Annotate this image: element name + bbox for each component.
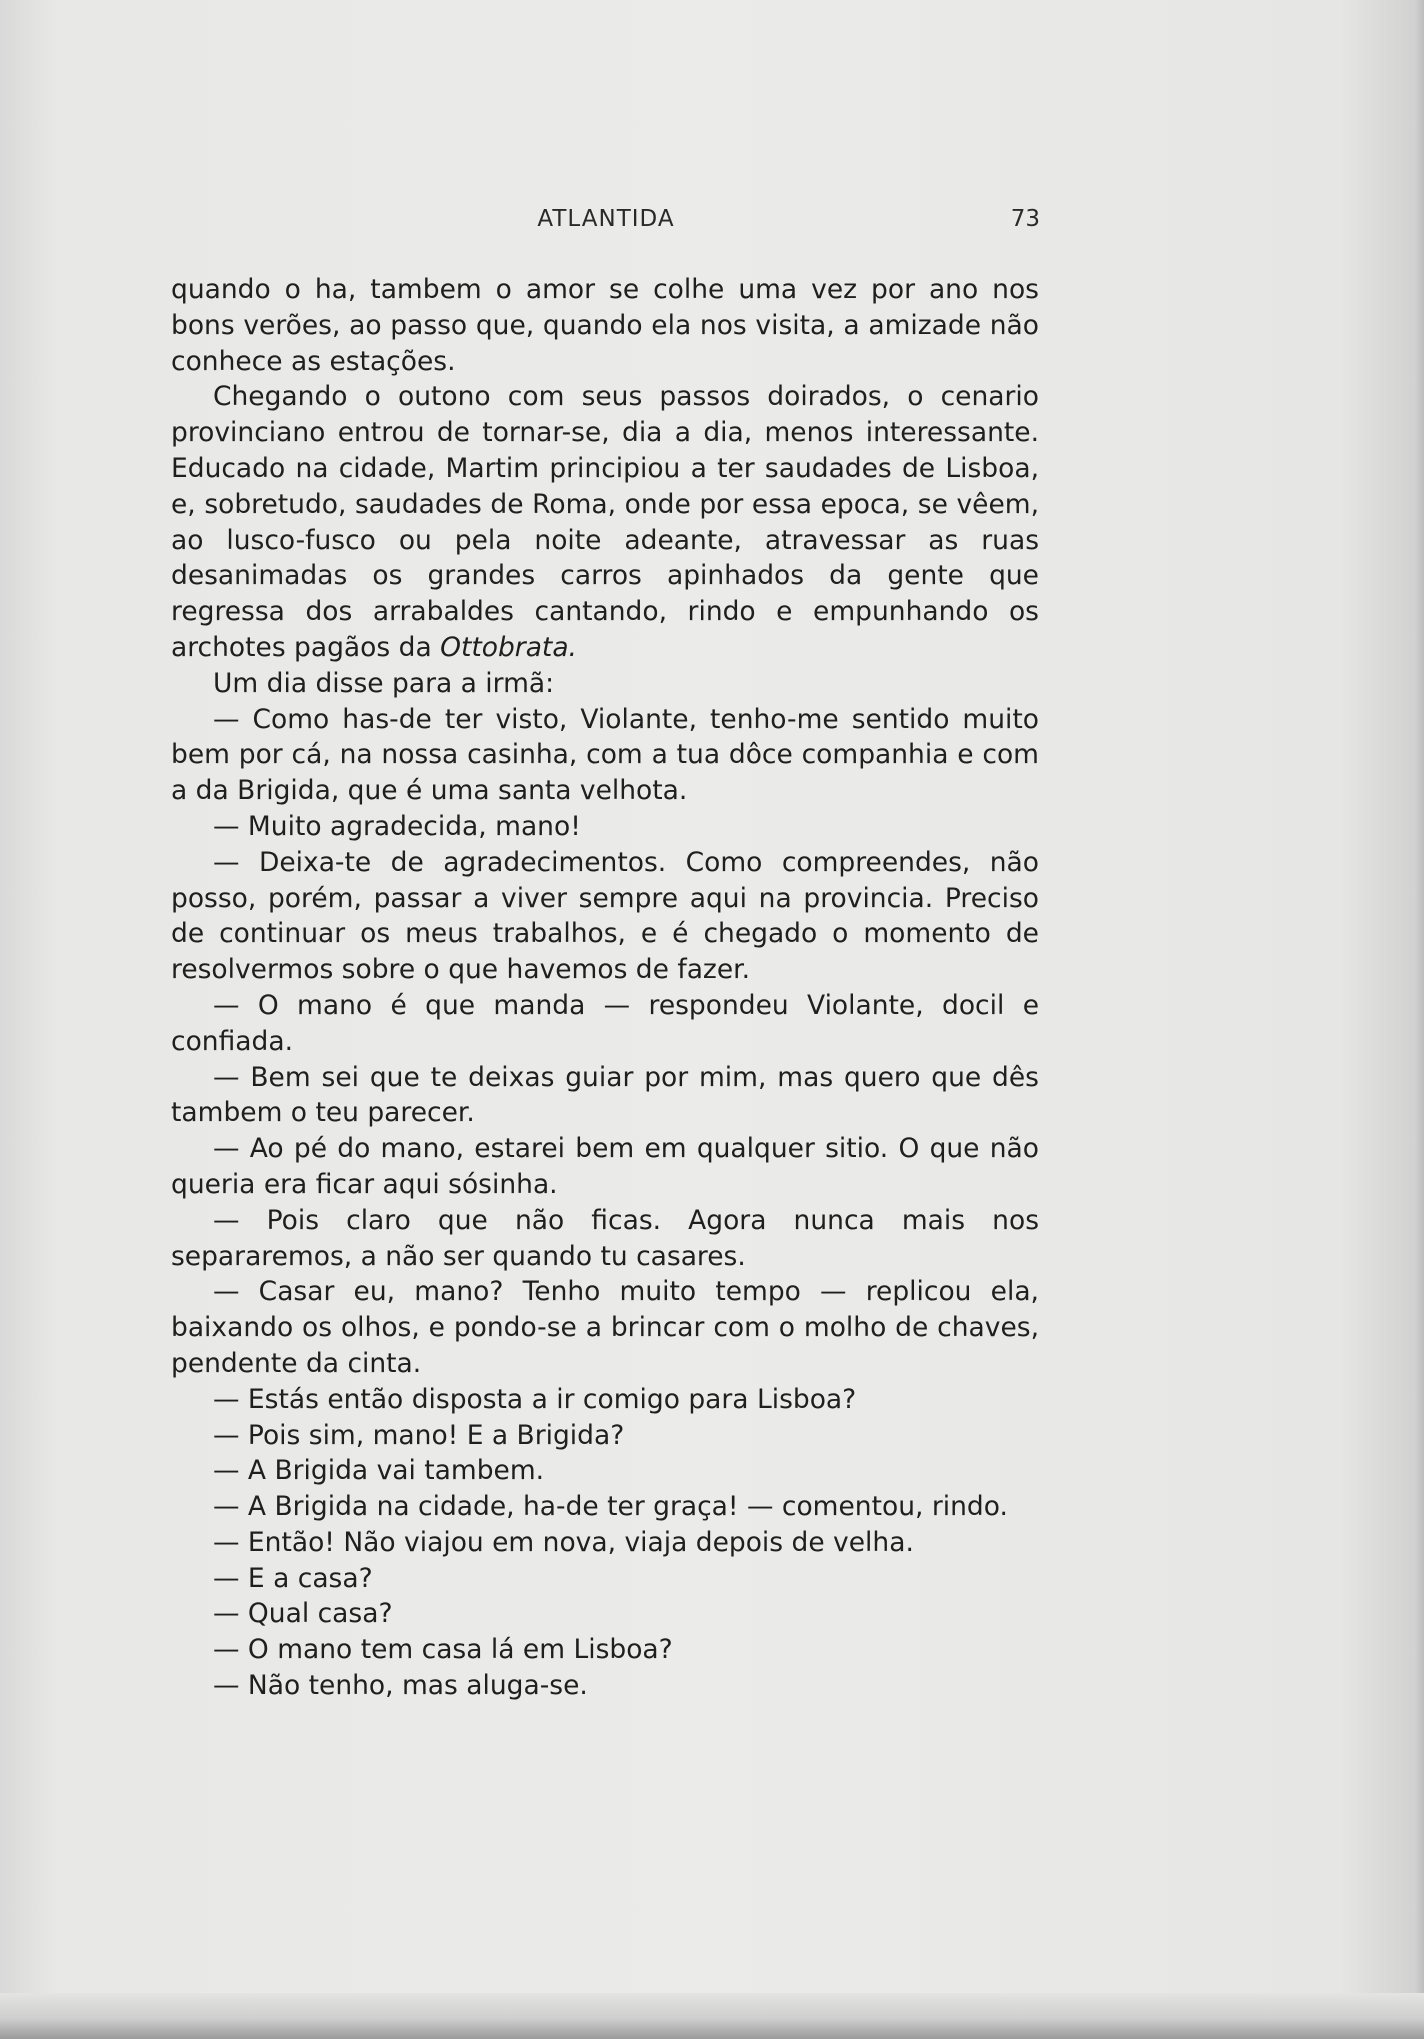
page-number: 73 [1010,206,1040,232]
dialogue-line: — Estás então disposta a ir comigo para Lisboa? [213,1383,857,1415]
dialogue-line: — Então! Não viajou em nova, viaja depois de velha. [213,1526,914,1558]
dialogue-line: — Bem sei que te deixas guiar por mim, mas quero que dês tambem o teu parecer. [171,1061,1039,1129]
dialogue-line: — A Brigida vai tambem. [213,1455,545,1487]
paragraph: Um dia disse para a irmã: [213,667,555,699]
dialogue-line: — A Brigida na cidade, ha-de ter graça! — comentou, rindo. [213,1491,1008,1523]
running-title: ATLANTIDA [537,206,675,232]
dialogue-line: — Muito agradecida, mano! [213,810,581,842]
page-edge-bottom [0,1993,1424,2039]
dialogue-line: — Deixa-te de agradecimentos. Como compreendes, não posso, porém, passar a viver sempre aqui na provincia. Preciso de continuar os meus trabalhos, e é chegado o momento de resolvermos sobre o que havemos de fazer. [171,846,1039,986]
paragraph-text: Chegando o outono com seus passos doirados, o cenario provinciano entrou de tornar-se, dia a dia, menos interessante. Educado na cidade, Martim principiou a ter saudades de Lisboa, e, sobretudo, saudades de Roma, onde por essa epoca, se vêem, ao lusco-fusco ou pela noite adeante, atravessar as ruas desanimadas os grandes carros apinhados da gente que regressa dos arrabaldes cantando, rindo e empunhando os archotes pagãos da [171,381,1039,663]
dialogue-line: — O mano tem casa lá em Lisboa? [213,1634,673,1666]
dialogue-line: — Pois claro que não ficas. Agora nunca mais nos separaremos, a não ser quando tu casares. [171,1204,1039,1272]
paragraph [171,379,1039,665]
dialogue-line: — Casar eu, mano? Tenho muito tempo — replicou ela, baixando os olhos, e pondo-se a brincar com o molho de chaves, pendente da cinta. [171,1276,1039,1379]
dialogue-line: — Ao pé do mano, estarei bem em qualquer sitio. O que não queria era ficar aqui sósinha. [171,1133,1039,1200]
body-text [171,272,1039,1704]
paragraph: quando o ha, tambem o amor se colhe uma vez por ano nos bons verões, ao passo que, quando ela nos visita, a amizade não conhece as estações. [171,274,1039,377]
dialogue-line: — Como has-de ter visto, Violante, tenho-me sentido muito bem por cá, na nossa casinha, com a tua dôce companhia e com a da Brigida, que é uma santa velhota. [171,703,1039,807]
italic-term: Ottobrata. [440,631,577,663]
dialogue-line: — E a casa? [213,1562,373,1594]
dialogue-line: — Qual casa? [213,1598,393,1630]
page-edge-right [1414,0,1424,2039]
dialogue-line: — Pois sim, mano! E a Brigida? [213,1419,625,1451]
dialogue-line: — O mano é que manda — respondeu Violante, docil e confiada. [171,989,1039,1057]
dialogue-line: — Não tenho, mas aluga-se. [213,1670,588,1702]
page-header [172,206,1040,242]
